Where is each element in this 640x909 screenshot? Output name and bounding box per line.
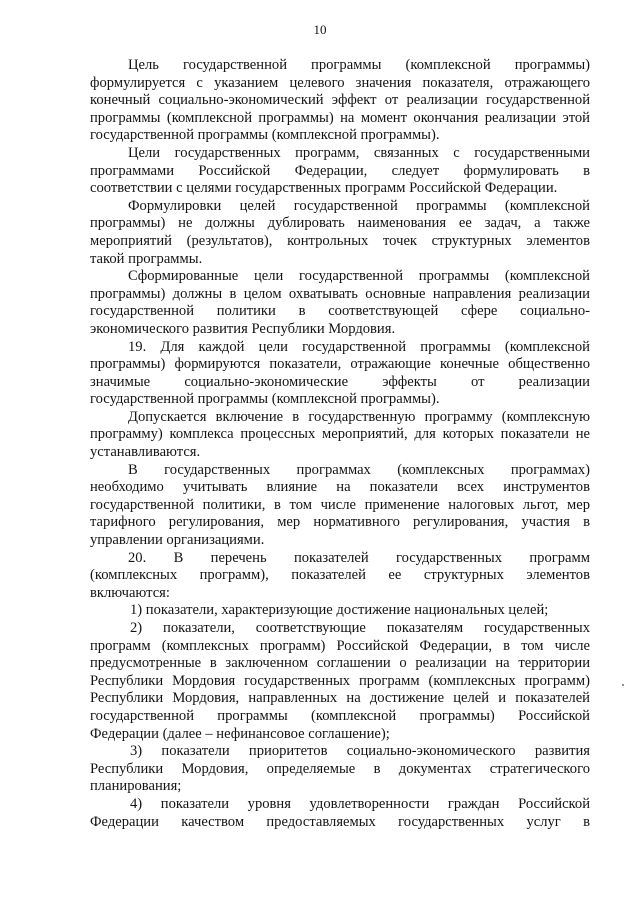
text-line: Цели государственных программ, связанных с государственными bbox=[128, 144, 590, 161]
text-line: программы) формируются показатели, отражающие конечные общественно bbox=[90, 356, 590, 373]
text-line: Цель государственной программы (комплексной программы) bbox=[128, 57, 590, 73]
text-line: государственной программы (комплексной программы) Российской bbox=[90, 707, 590, 724]
text-line: мероприятий (результатов), контрольных точек структурных элементов bbox=[90, 232, 590, 249]
text-line: Республики Мордовия, направленных на достижение целей и показателей bbox=[90, 690, 590, 707]
text-line: 2) показатели, соответствующие показателям государственных bbox=[130, 620, 590, 636]
text-line: 20. В перечень показателей государственных программ bbox=[128, 549, 590, 566]
text-line: программами Российской Федерации, следует формулировать в bbox=[90, 162, 590, 179]
text-line: соответствии с целями государственных программ Российской Федерации. bbox=[90, 180, 558, 197]
text-line: программы) не должны дублировать наименования ее задач, а также bbox=[90, 215, 590, 232]
text-line: предусмотренные в заключенном соглашении о реализации на территории bbox=[90, 655, 590, 672]
text-line: Сформированные цели государственной программы (комплексной bbox=[128, 268, 590, 285]
text-line: устанавливаются. bbox=[90, 444, 201, 461]
text-line: такой программы. bbox=[90, 250, 203, 267]
text-line: Федерации качеством предоставляемых государственных услуг в bbox=[90, 813, 590, 830]
text-line: управлении организациями. bbox=[90, 532, 265, 549]
text-line: необходимо учитывать влияние на показатели всех инструментов bbox=[90, 479, 590, 496]
document-body bbox=[90, 57, 590, 831]
text-line: 1) показатели, характеризующие достижение национальных целей; bbox=[130, 602, 549, 619]
text-line: тарифного регулирования, мер нормативного регулирования, участия в bbox=[90, 514, 590, 531]
text-line: Республики Мордовия государственных программ (комплексных программ) bbox=[90, 672, 590, 689]
text-line: программ (комплексных программ) Российской Федерации, в том числе bbox=[90, 637, 590, 654]
text-line: 19. Для каждой цели государственной программы (комплексной bbox=[128, 338, 590, 355]
text-line: программы (комплексной программы) на момент окончания реализации этой bbox=[90, 109, 590, 126]
scan-speck bbox=[622, 684, 624, 686]
text-line: значимые социально-экономические эффекты от реализации bbox=[90, 373, 590, 390]
text-line: государственной программы (комплексной программы). bbox=[90, 127, 440, 144]
text-line: программу) комплекса процессных мероприятий, для которых показатели не bbox=[90, 426, 590, 443]
text-line: государственной политики, в том числе применение налоговых льгот, мер bbox=[90, 496, 590, 513]
page-number: 10 bbox=[313, 22, 327, 37]
text-line: экономического развития Республики Мордовия. bbox=[90, 320, 396, 337]
text-line: включаются: bbox=[90, 584, 170, 601]
text-line: В государственных программах (комплексных программах) bbox=[128, 461, 590, 478]
text-line: (комплексных программ), показателей ее структурных элементов bbox=[90, 567, 590, 584]
text-line: 4) показатели уровня удовлетворенности граждан Российской bbox=[130, 795, 590, 812]
text-line: конечный социально-экономический эффект от реализации государственной bbox=[90, 92, 590, 109]
text-line: Федерации (далее – нефинансовое соглашение); bbox=[90, 725, 390, 742]
text-line: Допускается включение в государственную программу (комплексную bbox=[128, 408, 590, 425]
text-line: государственной политики в соответствующей сфере социально- bbox=[90, 303, 590, 320]
text-line: планирования; bbox=[90, 778, 182, 795]
text-line: формулируется с указанием целевого значения показателя, отражающего bbox=[90, 74, 590, 91]
text-line: 3) показатели приоритетов социально-экономического развития bbox=[130, 743, 590, 760]
text-line: программы) должны в целом охватывать основные направления реализации bbox=[90, 285, 590, 302]
text-line: Республики Мордовия, определяемые в документах стратегического bbox=[90, 760, 590, 777]
text-line: государственной программы (комплексной программы). bbox=[90, 391, 440, 408]
text-line: Формулировки целей государственной программы (комплексной bbox=[128, 197, 590, 214]
